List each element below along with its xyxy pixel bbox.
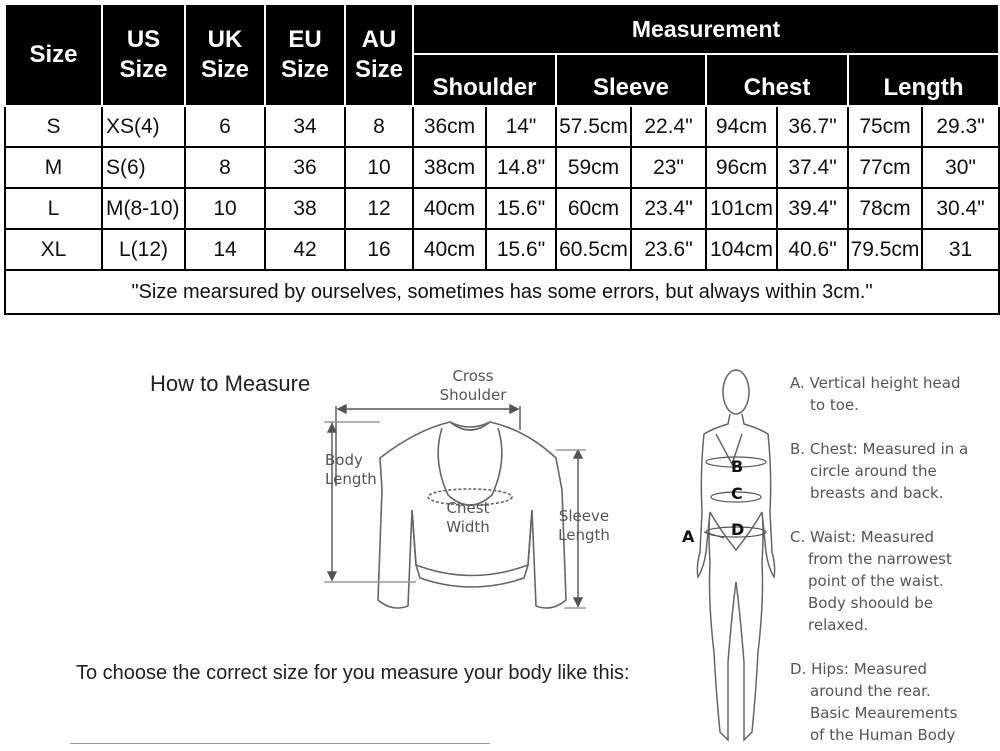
header-au-size: AU Size: [345, 4, 413, 106]
desc-d: D. Hips: Measured around the rear. Basic Meaurements of the Human Body: [790, 660, 958, 744]
table-cell: 8: [345, 106, 413, 147]
table-cell: S: [5, 106, 102, 147]
body-length-label: Body Length: [325, 451, 377, 488]
table-cell: 42: [265, 229, 345, 270]
table-cell: 57.5cm: [556, 106, 631, 147]
header-uk-size: UK Size: [185, 4, 265, 106]
table-cell: 39.4": [777, 188, 848, 229]
table-cell: 23.4": [631, 188, 706, 229]
table-cell: 14": [486, 106, 556, 147]
table-cell: 22.4": [631, 106, 706, 147]
table-cell: 38cm: [413, 147, 486, 188]
header-measurement: Measurement: [413, 4, 999, 54]
table-cell: 36: [265, 147, 345, 188]
choose-size-text: To choose the correct size for you measure your body like this:: [76, 662, 630, 684]
header-sleeve: Sleeve: [556, 54, 706, 106]
table-cell: 23.6": [631, 229, 706, 270]
marker-a: A: [682, 527, 695, 546]
table-cell: 78cm: [848, 188, 922, 229]
size-note: "Size mearsured by ourselves, sometimes has some errors, but always within 3cm.": [5, 270, 999, 314]
table-cell: 94cm: [706, 106, 777, 147]
table-cell: 14: [185, 229, 265, 270]
table-cell: 15.6": [486, 188, 556, 229]
table-cell: 16: [345, 229, 413, 270]
table-cell: 8: [185, 147, 265, 188]
table-cell: L(12): [102, 229, 185, 270]
table-cell: 23": [631, 147, 706, 188]
table-cell: 60cm: [556, 188, 631, 229]
table-row: [5, 106, 999, 147]
sleeve-length-label: Sleeve Length: [558, 507, 610, 544]
table-cell: 10: [345, 147, 413, 188]
table-row: [5, 229, 999, 270]
table-cell: 79.5cm: [848, 229, 922, 270]
chest-width-label: Chest Width: [446, 499, 490, 536]
table-cell: 96cm: [706, 147, 777, 188]
table-cell: 40cm: [413, 229, 486, 270]
marker-c: C: [731, 484, 743, 503]
table-cell: 40.6": [777, 229, 848, 270]
table-cell: 36cm: [413, 106, 486, 147]
table-cell: XL: [5, 229, 102, 270]
table-cell: S(6): [102, 147, 185, 188]
table-cell: L: [5, 188, 102, 229]
table-cell: XS(4): [102, 106, 185, 147]
table-cell: 31: [922, 229, 999, 270]
table-cell: 59cm: [556, 147, 631, 188]
table-cell: 6: [185, 106, 265, 147]
header-length: Length: [848, 54, 999, 106]
body-figure: [680, 362, 780, 750]
table-cell: 36.7": [777, 106, 848, 147]
header-us-size: US Size: [102, 4, 185, 106]
table-row: [5, 188, 999, 229]
table-cell: 101cm: [706, 188, 777, 229]
table-cell: 38: [265, 188, 345, 229]
table-cell: 10: [185, 188, 265, 229]
table-cell: 60.5cm: [556, 229, 631, 270]
how-to-measure-title: How to Measure: [150, 371, 311, 396]
table-cell: 29.3": [922, 106, 999, 147]
table-cell: 104cm: [706, 229, 777, 270]
cross-shoulder-label: Cross Shoulder: [439, 367, 507, 404]
desc-b: B. Chest: Measured in a circle around the breasts and back.: [790, 440, 969, 502]
size-chart-table: [4, 3, 1000, 315]
table-cell: 15.6": [486, 229, 556, 270]
header-size: Size: [5, 4, 102, 106]
desc-a: A. Vertical height head to toe.: [790, 374, 961, 414]
size-rows: [5, 106, 999, 270]
table-cell: 75cm: [848, 106, 922, 147]
table-cell: 12: [345, 188, 413, 229]
header-shoulder: Shoulder: [413, 54, 556, 106]
sweater-neckline: [438, 428, 502, 505]
table-row: [5, 147, 999, 188]
table-cell: 37.4": [777, 147, 848, 188]
table-cell: 14.8": [486, 147, 556, 188]
table-cell: 34: [265, 106, 345, 147]
table-cell: 77cm: [848, 147, 922, 188]
table-cell: M(8-10): [102, 188, 185, 229]
table-cell: M: [5, 147, 102, 188]
table-cell: 40cm: [413, 188, 486, 229]
header-eu-size: EU Size: [265, 4, 345, 106]
header-chest: Chest: [706, 54, 848, 106]
desc-c: C. Waist: Measured from the narrowest point of the waist. Body shoould be relaxed.: [790, 528, 952, 634]
marker-b: B: [731, 457, 744, 476]
marker-d: D: [731, 520, 745, 539]
body-head: [723, 370, 749, 414]
table-cell: 30.4": [922, 188, 999, 229]
table-cell: 30": [922, 147, 999, 188]
